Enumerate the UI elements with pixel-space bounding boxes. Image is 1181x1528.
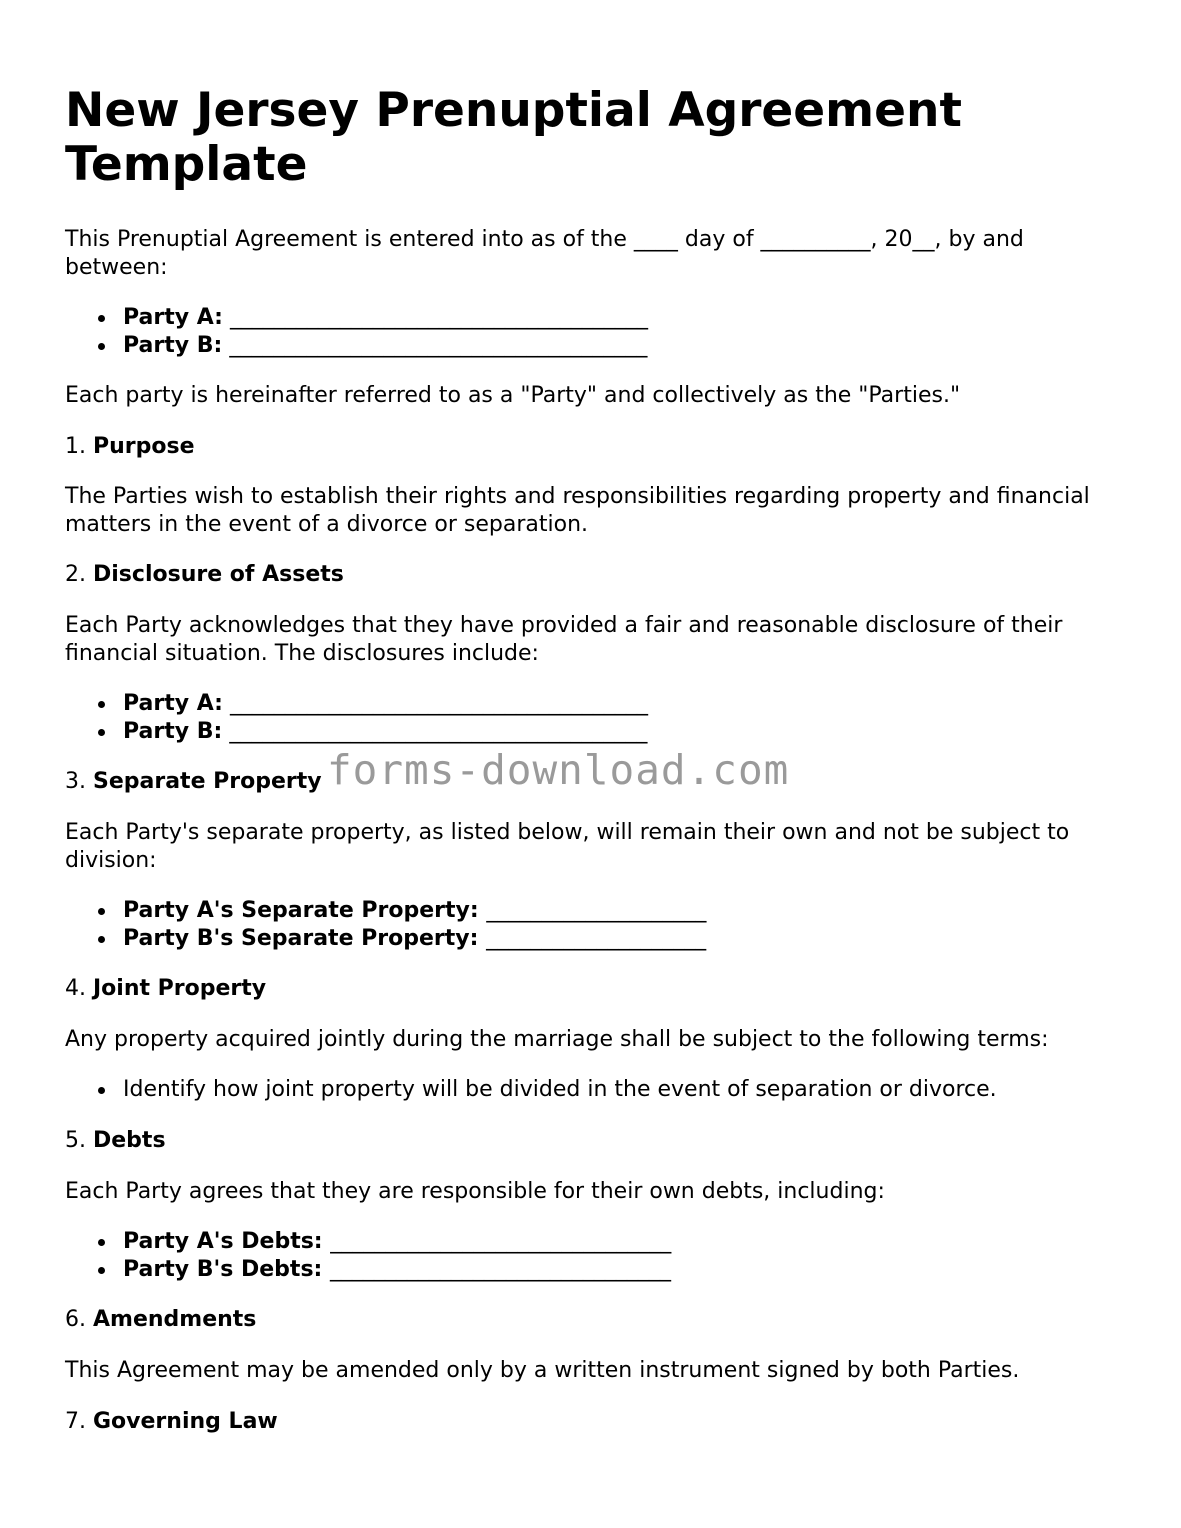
debts-a-label: Party A's Debts: xyxy=(123,1229,323,1254)
separate-a-blank: ____________________ xyxy=(486,898,707,923)
debts-b-label: Party B's Debts: xyxy=(123,1257,323,1282)
section-heading-disclosure xyxy=(65,561,1125,589)
separate-b-blank: ____________________ xyxy=(486,926,707,951)
section-number: 6. xyxy=(65,1307,86,1332)
section-heading-amendments xyxy=(65,1306,1125,1334)
section-heading-joint xyxy=(65,975,1125,1003)
joint-list xyxy=(65,1076,997,1104)
list-item xyxy=(65,1228,671,1256)
section-title: Joint Property xyxy=(93,976,267,1001)
section-number: 3. xyxy=(65,769,86,794)
party-a-label: Party A: xyxy=(123,305,223,330)
page-title: New Jersey Prenuptial Agreement Template xyxy=(65,83,962,192)
section-title: Disclosure of Assets xyxy=(93,562,344,587)
watermark: forms-download.com xyxy=(327,746,790,794)
section-title: Purpose xyxy=(93,434,195,459)
section-body-separate: Each Party's separate property, as listed below, will remain their own and not be subject to division: xyxy=(65,820,1070,873)
list-item xyxy=(65,690,648,718)
disclosure-b-label: Party B: xyxy=(123,719,223,744)
section-heading-governing xyxy=(65,1408,1125,1436)
list-item xyxy=(65,332,648,360)
section-title: Separate Property xyxy=(93,769,322,794)
section-title: Governing Law xyxy=(93,1409,278,1434)
section-body-amendments: This Agreement may be amended only by a written instrument signed by both Parties. xyxy=(65,1358,1020,1383)
disclosure-a-blank: ______________________________________ xyxy=(229,691,648,716)
section-title: Debts xyxy=(93,1128,166,1153)
list-item xyxy=(65,304,648,332)
definition-paragraph: Each party is hereinafter referred to as a "Party" and collectively as the "Parties." xyxy=(65,383,961,408)
section-body-disclosure: Each Party acknowledges that they have provided a fair and reasonable disclosure of their financial situation. The disclosures include: xyxy=(65,613,1063,666)
section-number: 7. xyxy=(65,1409,86,1434)
section-number: 2. xyxy=(65,562,86,587)
debts-a-blank: _______________________________ xyxy=(330,1229,672,1254)
list-item xyxy=(65,897,706,925)
disclosure-list xyxy=(65,690,648,746)
separate-b-label: Party B's Separate Property: xyxy=(123,926,479,951)
list-item: Identify how joint property will be divided in the event of separation or divorce. xyxy=(65,1076,997,1104)
party-b-label: Party B: xyxy=(123,333,223,358)
section-number: 4. xyxy=(65,976,86,1001)
section-number: 5. xyxy=(65,1128,86,1153)
parties-list xyxy=(65,304,648,360)
section-heading-purpose xyxy=(65,433,1125,461)
party-b-blank: ______________________________________ xyxy=(229,333,648,358)
party-a-blank: ______________________________________ xyxy=(229,305,648,330)
separate-a-label: Party A's Separate Property: xyxy=(123,898,479,923)
section-body-debts: Each Party agrees that they are responsible for their own debts, including: xyxy=(65,1179,885,1204)
section-number: 1. xyxy=(65,434,86,459)
debts-list xyxy=(65,1228,671,1284)
list-item xyxy=(65,925,706,953)
list-item xyxy=(65,1256,671,1284)
section-body-purpose: The Parties wish to establish their rights and responsibilities regarding property and financial matters in the event of a divorce or separation. xyxy=(65,484,1090,537)
debts-b-blank: _______________________________ xyxy=(330,1257,672,1282)
intro-paragraph: This Prenuptial Agreement is entered into as of the ____ day of __________, 20__, by and between: xyxy=(65,227,1024,280)
disclosure-b-blank: ______________________________________ xyxy=(229,719,648,744)
section-heading-debts xyxy=(65,1127,1125,1155)
disclosure-a-label: Party A: xyxy=(123,691,223,716)
list-item xyxy=(65,718,648,746)
section-body-joint: Any property acquired jointly during the marriage shall be subject to the following terms: xyxy=(65,1027,1049,1052)
section-title: Amendments xyxy=(93,1307,257,1332)
separate-list xyxy=(65,897,706,953)
